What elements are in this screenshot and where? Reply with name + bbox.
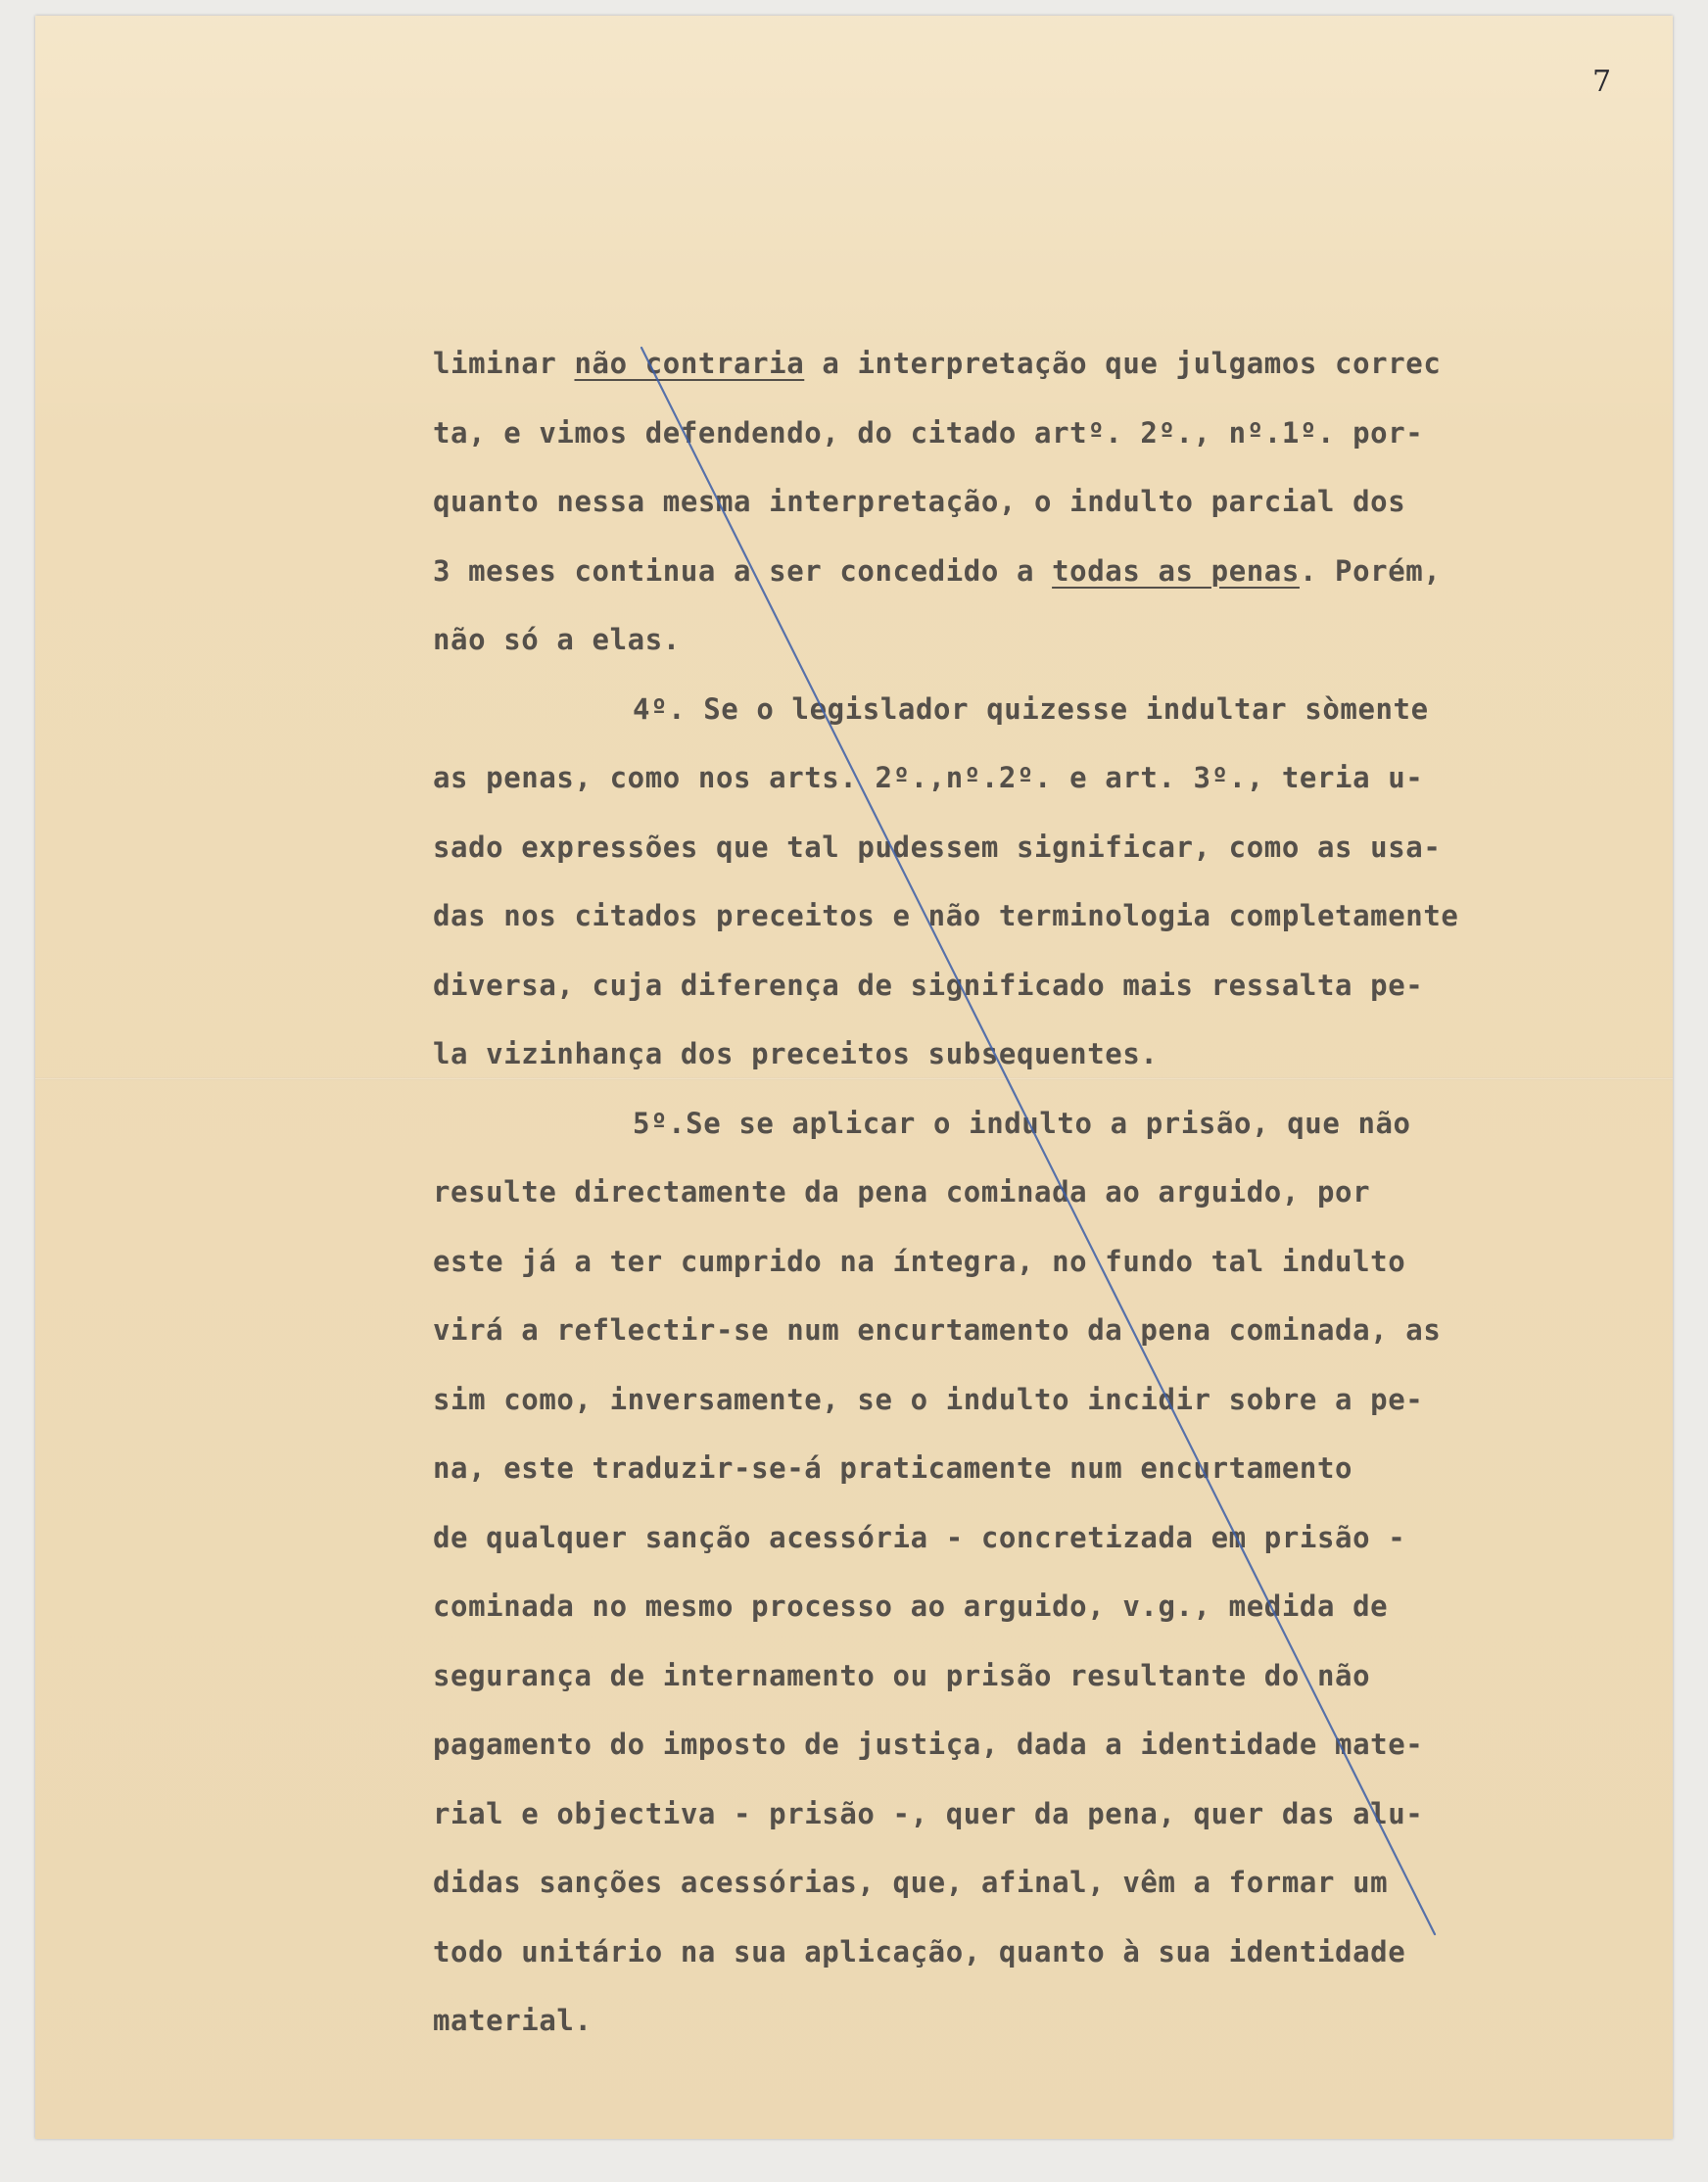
text-segment: ta, e vimos defendendo, do citado artº. 2º., nº.1º. por- xyxy=(433,415,1424,450)
text-segment: 5º.Se se aplicar o indulto a prisão, que não xyxy=(633,1106,1411,1140)
text-segment: as penas, como nos arts. 2º.,nº.2º. e art. 3º., teria u- xyxy=(433,761,1424,794)
text-segment: segurança de internamento ou prisão resultante do não xyxy=(433,1658,1371,1692)
text-segment: de qualquer sanção acessória - concretizada em prisão - xyxy=(433,1520,1406,1554)
text-segment: didas sanções acessórias, que, afinal, vêm a formar um xyxy=(433,1866,1389,1899)
text-segment: pagamento do imposto de justiça, dada a identidade mate- xyxy=(433,1728,1424,1761)
text-segment: 4º. Se o legislador quizesse indultar sòmente xyxy=(633,691,1429,726)
text-segment: este já a ter cumprido na íntegra, no fundo tal indulto xyxy=(433,1244,1406,1278)
underlined-text: não contraria xyxy=(574,347,805,380)
underlined-text: todas as penas xyxy=(1052,553,1300,588)
text-segment: . Porém, xyxy=(1299,553,1442,588)
text-segment: todo unitário na sua aplicação, quanto à sua identidade xyxy=(433,1934,1406,1969)
text-segment: liminar xyxy=(433,347,575,380)
text-segment: não só a elas. xyxy=(433,623,681,656)
text-segment: virá a reflectir-se num encurtamento da pena cominada, as xyxy=(433,1313,1442,1347)
text-segment: das nos citados preceitos e não terminologia completamente xyxy=(433,899,1459,932)
text-segment: sim como, inversamente, se o indulto incidir sobre a pe- xyxy=(433,1382,1424,1416)
text-segment: diversa, cuja diferença de significado mais ressalta pe- xyxy=(433,968,1424,1002)
diagonal-pen-mark xyxy=(641,348,1435,1934)
text-segment: quanto nessa mesma interpretação, o indulto parcial dos xyxy=(433,485,1406,518)
page-number: 7 xyxy=(1592,65,1612,99)
text-segment: rial e objectiva - prisão -, quer da pena, quer das alu- xyxy=(433,1796,1424,1830)
text-segment: resulte directamente da pena cominada ao arguido, por xyxy=(433,1175,1371,1209)
text-segment: sado expressões que tal pudessem significar, como as usa- xyxy=(433,830,1442,864)
text-segment: a interpretação que julgamos correc xyxy=(804,347,1442,380)
text-segment: 3 meses continua a ser concedido a xyxy=(433,553,1053,588)
text-segment: la vizinhança dos preceitos subsequentes. xyxy=(433,1037,1159,1070)
text-segment: na, este traduzir-se-á praticamente num encurtamento xyxy=(433,1451,1353,1485)
text-segment: material. xyxy=(433,2004,593,2037)
text-segment: cominada no mesmo processo ao arguido, v.g., medida de xyxy=(433,1589,1389,1623)
